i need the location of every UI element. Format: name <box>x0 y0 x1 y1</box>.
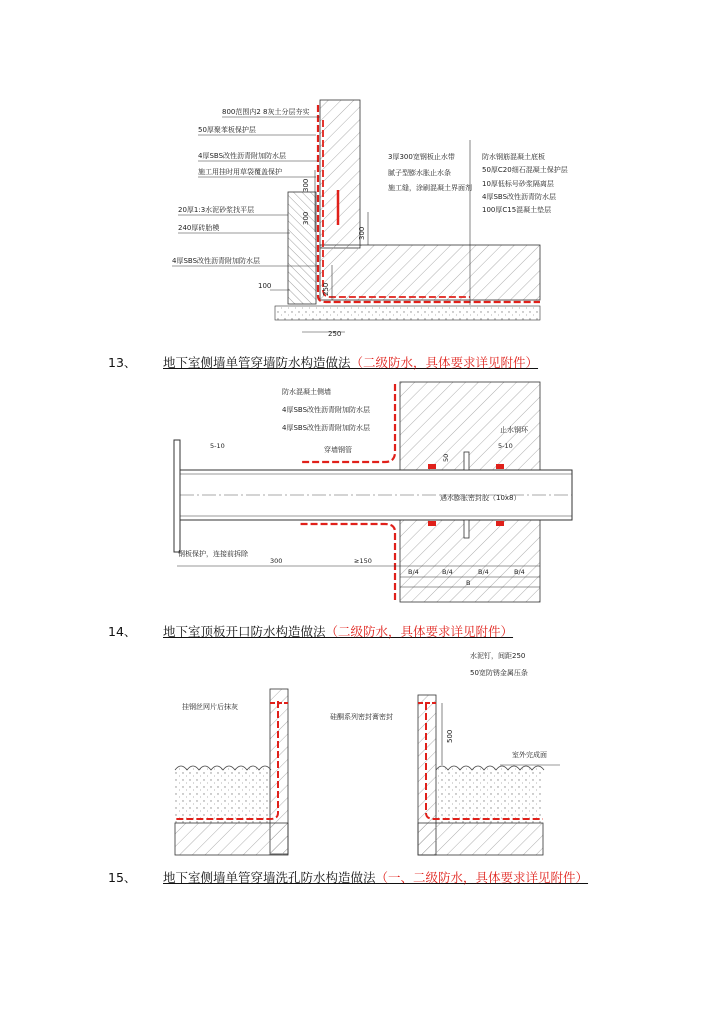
protective-steel-plate <box>174 440 180 552</box>
svg-text:50宽防锈金属压条: 50宽防锈金属压条 <box>470 669 528 677</box>
svg-text:腻子型膨水胀止水条: 腻子型膨水胀止水条 <box>388 169 451 177</box>
svg-text:施工用挂时用草袋覆盖保护: 施工用挂时用草袋覆盖保护 <box>198 168 282 176</box>
svg-text:穿墙钢管: 穿墙钢管 <box>324 446 352 454</box>
caption-13 <box>108 353 608 371</box>
svg-text:240厚砖胎模: 240厚砖胎模 <box>178 224 220 232</box>
caption-15 <box>108 868 628 886</box>
svg-text:B: B <box>466 579 471 587</box>
svg-text:水泥钉，间距250: 水泥钉，间距250 <box>470 652 526 660</box>
dim-300-a: 300 <box>302 178 310 192</box>
caption-13-number: 13、 <box>108 355 137 370</box>
svg-text:B/4: B/4 <box>442 568 453 576</box>
svg-text:5-10: 5-10 <box>498 442 513 450</box>
dim-250-v: 250 <box>322 282 330 296</box>
svg-text:4厚SBS改性沥青附加防水层: 4厚SBS改性沥青附加防水层 <box>172 257 261 265</box>
svg-text:B/4: B/4 <box>514 568 525 576</box>
figure3-labels <box>182 651 547 759</box>
svg-text:遇水膨胀密封胶（10x8）: 遇水膨胀密封胶（10x8） <box>440 494 521 502</box>
svg-text:防水钢筋混凝土底板: 防水钢筋混凝土底板 <box>482 153 545 161</box>
water-stop-ring-top <box>464 452 469 470</box>
left-roof-slab <box>175 823 288 855</box>
svg-text:50厚聚苯板保护层: 50厚聚苯板保护层 <box>198 126 256 134</box>
brick-mould <box>288 192 316 304</box>
svg-text:B/4: B/4 <box>478 568 489 576</box>
caption-13-title: 地下室侧墙单管穿墙防水构造做法（二级防水，具体要求详见附件） <box>163 355 539 370</box>
left-soil <box>175 767 270 823</box>
svg-text:挂钢丝网片后抹灰: 挂钢丝网片后抹灰 <box>182 703 238 711</box>
svg-text:4厚SBS改性沥青附加防水层: 4厚SBS改性沥青附加防水层 <box>282 424 371 432</box>
caption-13-note: （二级防水，具体要求详见附件） <box>350 355 539 370</box>
svg-text:50厚C20细石混凝土保护层: 50厚C20细石混凝土保护层 <box>482 166 568 174</box>
mid-labels <box>388 152 472 193</box>
svg-text:800范围内2 8灰土分层夯实: 800范围内2 8灰土分层夯实 <box>222 108 310 116</box>
svg-text:3厚300宽钢板止水带: 3厚300宽钢板止水带 <box>388 153 455 161</box>
svg-text:≥150: ≥150 <box>354 557 372 565</box>
cushion-layer <box>275 306 540 320</box>
svg-text:B/4: B/4 <box>408 568 419 576</box>
dim-100: 100 <box>258 282 272 290</box>
figure-bottom-plate-joint <box>150 100 568 340</box>
svg-text:5-10: 5-10 <box>210 442 225 450</box>
dim-250-h: 250 <box>328 330 342 338</box>
svg-text:50: 50 <box>442 453 450 462</box>
caption-15-title: 地下室侧墙单管穿墙洗孔防水构造做法（一、二级防水，具体要求详见附件） <box>163 870 589 885</box>
right-soil <box>436 767 543 823</box>
concrete-wall <box>320 100 360 248</box>
svg-text:100厚C15混凝土垫层: 100厚C15混凝土垫层 <box>482 206 552 214</box>
right-labels <box>482 152 568 214</box>
caption-15-note: （一、二级防水，具体要求详见附件） <box>375 870 589 885</box>
svg-text:室外完成面: 室外完成面 <box>512 751 547 759</box>
svg-text:防水混凝土侧墙: 防水混凝土侧墙 <box>282 388 331 396</box>
svg-text:10厚低标号砂浆隔离层: 10厚低标号砂浆隔离层 <box>482 180 554 188</box>
svg-text:钢板保护，连接前拆除: 钢板保护，连接前拆除 <box>178 550 248 558</box>
waterproof-layer-lower <box>300 524 395 600</box>
caption-14-title: 地下室顶板开口防水构造做法（二级防水，具体要求详见附件） <box>163 624 514 639</box>
svg-text:4厚SBS改性沥青附加防水层: 4厚SBS改性沥青附加防水层 <box>198 152 287 160</box>
svg-text:硅酮系列密封膏密封: 硅酮系列密封膏密封 <box>330 713 393 721</box>
water-stop-ring-bottom <box>464 520 469 538</box>
svg-text:4厚SBS改性沥青防水层: 4厚SBS改性沥青防水层 <box>482 193 557 201</box>
right-roof-slab <box>418 823 543 855</box>
dim-300-c: 300 <box>358 226 366 240</box>
svg-text:20厚1:3水泥砂浆找平层: 20厚1:3水泥砂浆找平层 <box>178 206 255 214</box>
svg-text:止水钢环: 止水钢环 <box>500 426 528 434</box>
caption-15-number: 15、 <box>108 870 137 885</box>
caption-14-note: （二级防水，具体要求详见附件） <box>325 624 514 639</box>
figure-single-pipe-through-wall <box>160 382 580 604</box>
dim-300-b: 300 <box>302 211 310 225</box>
dim-500: 500 <box>446 729 454 743</box>
svg-text:300: 300 <box>270 557 283 565</box>
svg-text:4厚SBS改性沥青附加防水层: 4厚SBS改性沥青附加防水层 <box>282 406 371 414</box>
svg-text:施工缝，涂刷混凝土界面剂: 施工缝，涂刷混凝土界面剂 <box>388 184 472 192</box>
caption-14-number: 14、 <box>108 624 137 639</box>
concrete-slab <box>320 245 540 300</box>
figure-roof-opening <box>160 645 580 860</box>
caption-14 <box>108 622 608 640</box>
